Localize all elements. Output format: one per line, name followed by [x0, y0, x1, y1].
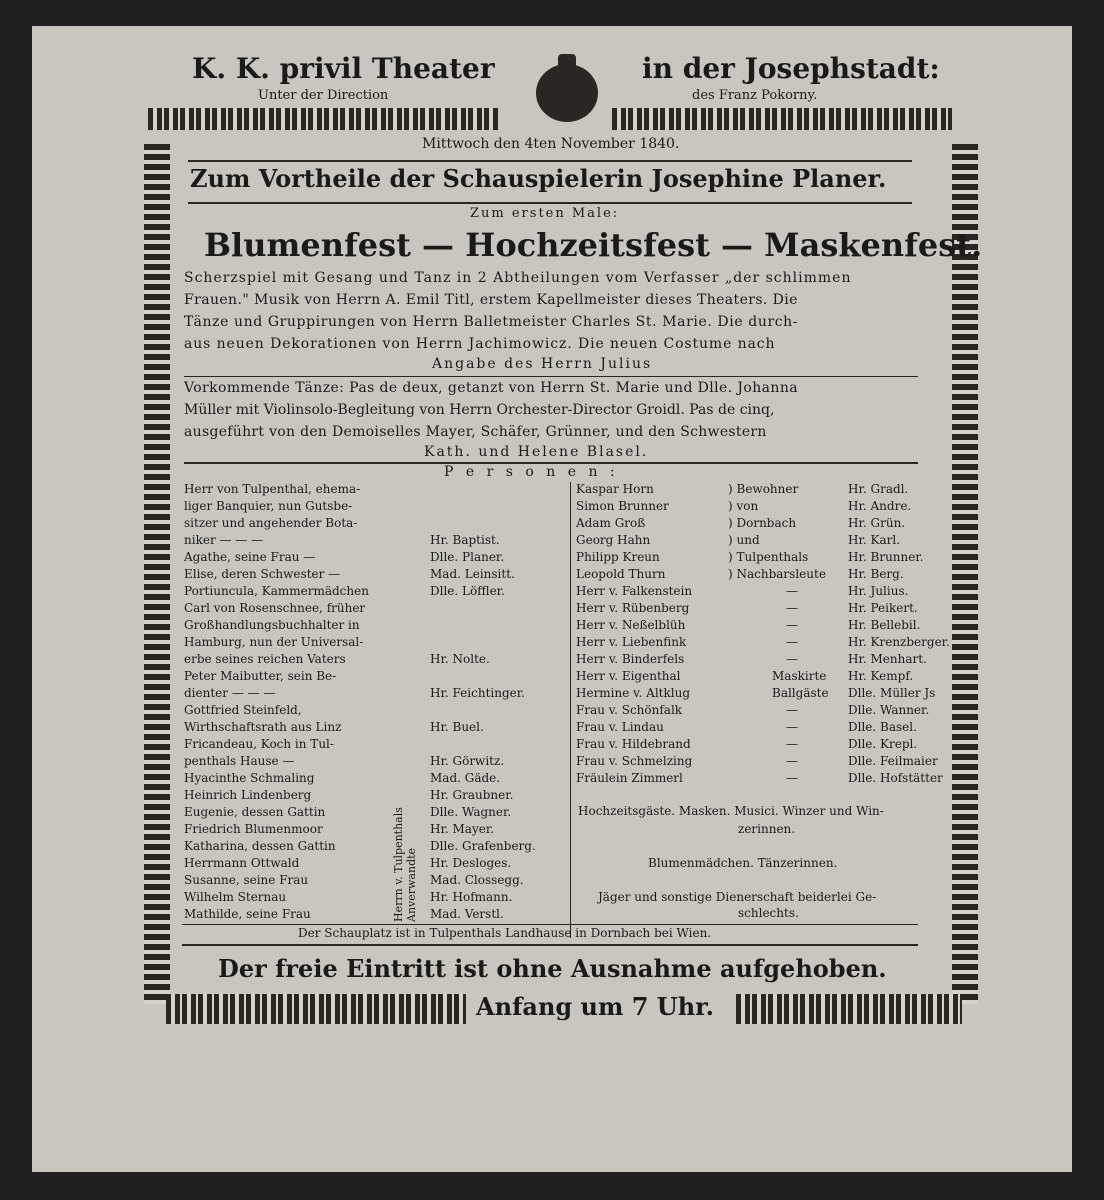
cast-row	[576, 720, 956, 737]
actor-name: Dlle. Planer.	[430, 550, 505, 564]
actor-name: Dlle. Hofstätter	[848, 771, 943, 785]
role-name: Herr v. Rübenberg	[576, 601, 690, 615]
cast-row	[184, 788, 564, 805]
role-name: Fräulein Zimmerl	[576, 771, 683, 785]
cast-row	[184, 839, 564, 856]
description-line: Frauen." Musik von Herrn A. Emil Titl, erstem Kapellmeister dieses Theaters. Die	[184, 292, 798, 308]
group-label: ) von	[728, 499, 759, 513]
description-line: aus neuen Dekorationen von Herrn Jachimowicz. Die neuen Costume nach	[184, 336, 776, 352]
actor-name: Hr. Görwitz.	[430, 754, 505, 768]
first-time-label: Zum ersten Male:	[470, 206, 620, 221]
actor-name: Hr. Kempf.	[848, 669, 914, 683]
column-divider	[570, 482, 571, 938]
role-name: Leopold Thurn	[576, 567, 666, 581]
role-name: Kaspar Horn	[576, 482, 654, 496]
role-name: Hyacinthe Schmaling	[184, 771, 315, 785]
actor-name: Hr. Brunner.	[848, 550, 924, 564]
actor-name: Hr. Desloges.	[430, 856, 512, 870]
description-line: Tänze und Gruppirungen von Herrn Balletmeister Charles St. Marie. Die durch-	[184, 314, 799, 330]
role-name: Herr v. Eigenthal	[576, 669, 681, 683]
role-name: Agathe, seine Frau —	[184, 550, 316, 564]
description-line: Scherzspiel mit Gesang und Tanz in 2 Abtheilungen vom Verfasser „der schlimmen	[184, 270, 852, 286]
actor-name: Hr. Baptist.	[430, 533, 500, 547]
extras-line: zerinnen.	[738, 822, 796, 836]
role-name: Herr v. Neßelblüh	[576, 618, 686, 632]
role-name: Georg Hahn	[576, 533, 651, 547]
actor-name: Dlle. Müller Js	[848, 686, 936, 700]
actor-name: Hr. Buel.	[430, 720, 484, 734]
cast-row	[184, 907, 564, 924]
cast-row	[576, 584, 956, 601]
imperial-eagle-icon	[536, 64, 598, 122]
cast-row	[184, 499, 564, 516]
cast-row	[184, 890, 564, 907]
group-label: —	[786, 737, 798, 751]
description-line: Angabe des Herrn Julius	[432, 356, 653, 372]
cast-row	[576, 516, 956, 533]
role-name: Katharina, dessen Gattin	[184, 839, 336, 853]
left-cast-list	[184, 482, 564, 924]
start-time: Anfang um 7 Uhr.	[476, 992, 714, 1021]
actor-name: Dlle. Krepl.	[848, 737, 918, 751]
role-name: penthals Hause —	[184, 754, 295, 768]
group-label: ) Nachbarsleute	[728, 567, 826, 581]
cast-row	[184, 771, 564, 788]
cast-row	[184, 533, 564, 550]
role-name: Gottfried Steinfeld,	[184, 703, 302, 717]
cast-row	[576, 550, 956, 567]
actor-name: Hr. Feichtinger.	[430, 686, 525, 700]
group-label: —	[786, 720, 798, 734]
cast-row	[184, 567, 564, 584]
role-name: Wilhelm Sternau	[184, 890, 287, 904]
cast-row	[184, 754, 564, 771]
role-name: erbe seines reichen Vaters	[184, 652, 346, 666]
main-title: Blumenfest — Hochzeitsfest — Maskenfest.	[204, 226, 983, 264]
extras-line: Jäger und sonstige Dienerschaft beiderlei Ge-	[598, 890, 877, 904]
group-label: —	[786, 584, 798, 598]
group-label: —	[786, 703, 798, 717]
actor-name: Hr. Hofmann.	[430, 890, 513, 904]
cast-row	[184, 669, 564, 686]
role-name: Großhandlungsbuchhalter in	[184, 618, 360, 632]
group-label: ) Tulpenthals	[728, 550, 809, 564]
divider	[188, 160, 912, 162]
cast-row	[184, 703, 564, 720]
cast-row	[184, 584, 564, 601]
divider	[182, 924, 918, 925]
actor-name: Mad. Leinsitt.	[430, 567, 515, 581]
role-name: Eugenie, dessen Gattin	[184, 805, 326, 819]
group-label: ) Bewohner	[728, 482, 799, 496]
playbill-paper	[32, 26, 1072, 1172]
cast-row	[576, 601, 956, 618]
actor-name: Dlle. Löffler.	[430, 584, 505, 598]
cast-row	[576, 669, 956, 686]
dances-line: Vorkommende Tänze: Pas de deux, getanzt von Herrn St. Marie und Dlle. Johanna	[184, 380, 799, 396]
cast-row	[184, 618, 564, 635]
role-name: Philipp Kreun	[576, 550, 660, 564]
cast-row	[576, 618, 956, 635]
cast-row	[576, 771, 956, 788]
divider	[182, 944, 918, 946]
role-name: sitzer und angehender Bota-	[184, 516, 358, 530]
divider	[184, 376, 918, 377]
actor-name: Hr. Menhart.	[848, 652, 927, 666]
theater-title-left: K. K. privil Theater	[192, 52, 495, 85]
actor-name: Hr. Nolte.	[430, 652, 490, 666]
actor-name: Hr. Karl.	[848, 533, 901, 547]
role-name: liger Banquier, nun Gutsbe-	[184, 499, 353, 513]
actor-name: Mad. Verstl.	[430, 907, 504, 921]
role-name: Portiuncula, Kammermädchen	[184, 584, 369, 598]
actor-name: Hr. Mayer.	[430, 822, 495, 836]
actor-name: Dlle. Grafenberg.	[430, 839, 536, 853]
cast-row	[576, 635, 956, 652]
cast-row	[184, 737, 564, 754]
personen-heading: P e r s o n e n :	[444, 464, 619, 480]
group-label: —	[786, 771, 798, 785]
role-name: Frau v. Schönfalk	[576, 703, 683, 717]
cast-row	[184, 873, 564, 890]
dances-line: Müller mit Violinsolo-Begleitung von Herrn Orchester-Director Groidl. Pas de cinq,	[184, 402, 775, 418]
extras-line: Blumenmädchen. Tänzerinnen.	[648, 856, 838, 870]
group-label: —	[786, 601, 798, 615]
actor-name: Mad. Clossegg.	[430, 873, 524, 887]
cast-row	[184, 856, 564, 873]
role-name: Fricandeau, Koch in Tul-	[184, 737, 334, 751]
actor-name: Hr. Peikert.	[848, 601, 918, 615]
cast-row	[576, 533, 956, 550]
cast-row	[576, 652, 956, 669]
group-label: —	[786, 652, 798, 666]
benefit-line: Zum Vortheile der Schauspielerin Josephine Planer.	[190, 164, 887, 193]
cast-row	[576, 499, 956, 516]
cast-row	[576, 482, 956, 499]
free-entry-notice: Der freie Eintritt ist ohne Ausnahme aufgehoben.	[218, 954, 887, 983]
group-label: ) Dornbach	[728, 516, 797, 530]
dances-line: Kath. und Helene Blasel.	[424, 444, 649, 460]
role-name: Heinrich Lindenberg	[184, 788, 312, 802]
cast-row	[184, 516, 564, 533]
actor-name: Hr. Grün.	[848, 516, 906, 530]
cast-row	[576, 703, 956, 720]
role-name: Herr v. Binderfels	[576, 652, 685, 666]
role-name: Herr von Tulpenthal, ehema-	[184, 482, 361, 496]
group-label: Maskirte	[772, 669, 827, 683]
role-name: Herr v. Liebenfink	[576, 635, 687, 649]
role-name: Frau v. Lindau	[576, 720, 664, 734]
actor-name: Dlle. Wagner.	[430, 805, 512, 819]
group-label: —	[786, 635, 798, 649]
cast-row	[576, 686, 956, 703]
cast-row	[184, 686, 564, 703]
date-line: Mittwoch den 4ten November 1840.	[422, 136, 680, 152]
actor-name: Hr. Andre.	[848, 499, 912, 513]
role-name: Hamburg, nun der Universal-	[184, 635, 364, 649]
greek-key-border-bottom-left	[166, 994, 466, 1024]
right-cast-list	[576, 482, 956, 788]
cast-row	[184, 805, 564, 822]
dances-line: ausgeführt von den Demoiselles Mayer, Schäfer, Grünner, und den Schwestern	[184, 424, 767, 440]
actor-name: Hr. Berg.	[848, 567, 904, 581]
cast-row	[184, 652, 564, 669]
role-name: Adam Groß	[576, 516, 646, 530]
theater-title-right: in der Josephstadt:	[642, 52, 940, 85]
relatives-bracket-label: Herrn v. Tulpenthals Anverwandte	[392, 807, 418, 922]
role-name: Mathilde, seine Frau	[184, 907, 311, 921]
group-label: Ballgäste	[772, 686, 829, 700]
actor-name: Dlle. Basel.	[848, 720, 917, 734]
greek-key-border-top-right	[612, 108, 952, 130]
role-name: Frau v. Hildebrand	[576, 737, 691, 751]
actor-name: Hr. Krenzberger.	[848, 635, 950, 649]
actor-name: Hr. Gradl.	[848, 482, 909, 496]
direction-label: Unter der Direction	[258, 88, 389, 103]
actor-name: Dlle. Feilmaier	[848, 754, 938, 768]
cast-row	[184, 550, 564, 567]
role-name: Herr v. Falkenstein	[576, 584, 693, 598]
greek-key-border-top-left	[148, 108, 498, 130]
director-name: des Franz Pokorny.	[692, 88, 818, 103]
role-name: Wirthschaftsrath aus Linz	[184, 720, 342, 734]
role-name: Simon Brunner	[576, 499, 669, 513]
divider	[188, 202, 912, 204]
extras-line: schlechts.	[738, 906, 799, 920]
role-name: Elise, deren Schwester —	[184, 567, 341, 581]
cast-row	[184, 482, 564, 499]
group-label: —	[786, 618, 798, 632]
actor-name: Mad. Gäde.	[430, 771, 501, 785]
group-label: —	[786, 754, 798, 768]
role-name: Hermine v. Altklug	[576, 686, 690, 700]
greek-key-border-left	[144, 144, 170, 1004]
role-name: niker — — —	[184, 533, 264, 547]
extras-line: Hochzeitsgäste. Masken. Musici. Winzer und Win-	[578, 804, 884, 818]
role-name: Carl von Rosenschnee, früher	[184, 601, 366, 615]
cast-row	[184, 822, 564, 839]
greek-key-border-bottom-right	[736, 994, 962, 1024]
cast-row	[576, 754, 956, 771]
actor-name: Hr. Julius.	[848, 584, 909, 598]
cast-row	[184, 601, 564, 618]
scene-line: Der Schauplatz ist in Tulpenthals Landhause in Dornbach bei Wien.	[298, 926, 712, 940]
actor-name: Dlle. Wanner.	[848, 703, 930, 717]
role-name: Frau v. Schmelzing	[576, 754, 693, 768]
cast-row	[576, 737, 956, 754]
group-label: ) und	[728, 533, 760, 547]
role-name: Herrmann Ottwald	[184, 856, 300, 870]
role-name: Susanne, seine Frau	[184, 873, 309, 887]
cast-row	[184, 720, 564, 737]
actor-name: Hr. Graubner.	[430, 788, 514, 802]
cast-row	[184, 635, 564, 652]
cast-row	[576, 567, 956, 584]
role-name: dienter — — —	[184, 686, 276, 700]
actor-name: Hr. Bellebil.	[848, 618, 921, 632]
role-name: Friedrich Blumenmoor	[184, 822, 323, 836]
role-name: Peter Maibutter, sein Be-	[184, 669, 337, 683]
